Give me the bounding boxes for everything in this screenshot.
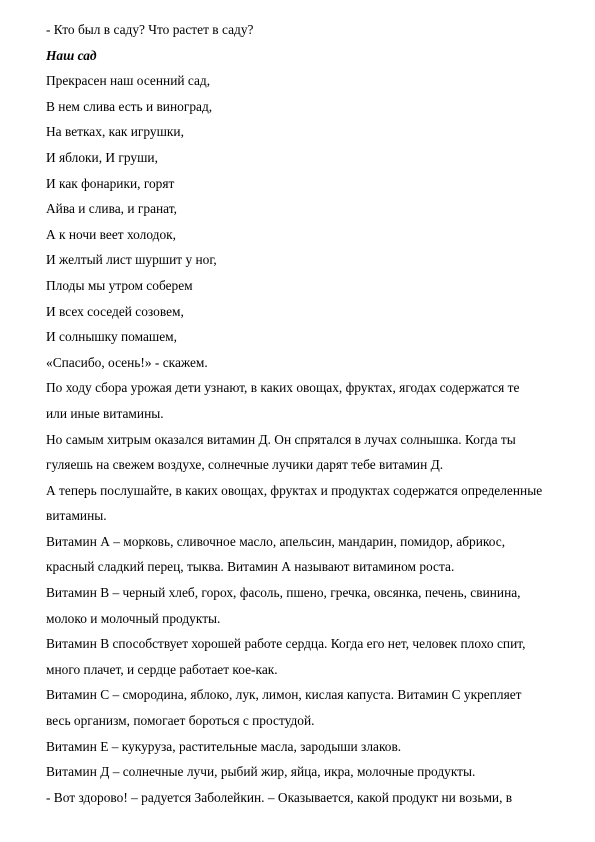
vitamin-d-line: Витамин Д – солнечные лучи, рыбий жир, яйца, икра, молочные продукты. [46, 764, 476, 780]
vitamin-b-line: Витамин В – черный хлеб, горох, фасоль, пшено, гречка, овсянка, печень, свинина, [46, 585, 521, 601]
dialogue-question-line: - Кто был в саду? Что растет в саду? [46, 22, 254, 37]
document-text [46, 21, 566, 814]
poem-line: А к ночи веет холодок, [46, 226, 177, 242]
vitamin-c-line: Витамин С – смородина, яблоко, лук, лимон, кислая капуста. Витамин С укрепляет [46, 687, 522, 703]
poem-line: «Спасибо, осень!» - скажем. [46, 354, 208, 370]
vitamin-a-line: Витамин А – морковь, сливочное масло, апельсин, мандарин, помидор, абрикос, [46, 533, 506, 549]
paragraph-line: Но самым хитрым оказался витамин Д. Он спрятался в лучах солнышка. Когда ты [46, 431, 516, 447]
vitamin-b-line: молоко и молочный продукты. [46, 610, 221, 626]
poem-line: В нем слива есть и виноград, [46, 98, 213, 114]
dialogue-line: - Вот здорово! – радуется Заболейкин. – Оказывается, какой продукт ни возьми, в [46, 789, 513, 805]
poem-line: И солнышку помашем, [46, 329, 178, 345]
vitamin-b-line: Витамин В способствует хорошей работе сердца. Когда его нет, человек плохо спит, [46, 636, 526, 652]
paragraph-line: или иные витамины. [46, 405, 164, 421]
poem-line: Плоды мы утром соберем [46, 277, 193, 293]
vitamin-b-line: много плачет, и сердце работает кое-как. [46, 661, 278, 677]
vitamin-c-line: весь организм, помогает бороться с простудой. [46, 713, 315, 729]
poem-line: И как фонарики, горят [46, 175, 175, 191]
poem-line: Прекрасен наш осенний сад, [46, 73, 211, 89]
paragraph-line: гуляешь на свежем воздухе, солнечные лучики дарят тебе витамин Д. [46, 457, 444, 473]
poem-line: И яблоки, И груши, [46, 149, 158, 165]
paragraph-line: А теперь послушайте, в каких овощах, фруктах и продуктах содержатся определенные [46, 482, 543, 498]
paragraph-line: витамины. [46, 508, 107, 524]
poem-line: И всех соседей созовем, [46, 303, 184, 319]
poem-title: Наш сад [46, 47, 97, 63]
poem-line: Айва и слива, и гранат, [46, 201, 177, 217]
poem-line: На ветках, как игрушки, [46, 124, 184, 140]
paragraph-line: По ходу сбора урожая дети узнают, в каких овощах, фруктах, ягодах содержатся те [46, 380, 520, 396]
poem-line: И желтый лист шуршит у ног, [46, 252, 217, 268]
vitamin-a-line: красный сладкий перец, тыква. Витамин А называют витамином роста. [46, 559, 455, 575]
vitamin-e-line: Витамин Е – кукуруза, растительные масла, зародыши злаков. [46, 738, 402, 754]
